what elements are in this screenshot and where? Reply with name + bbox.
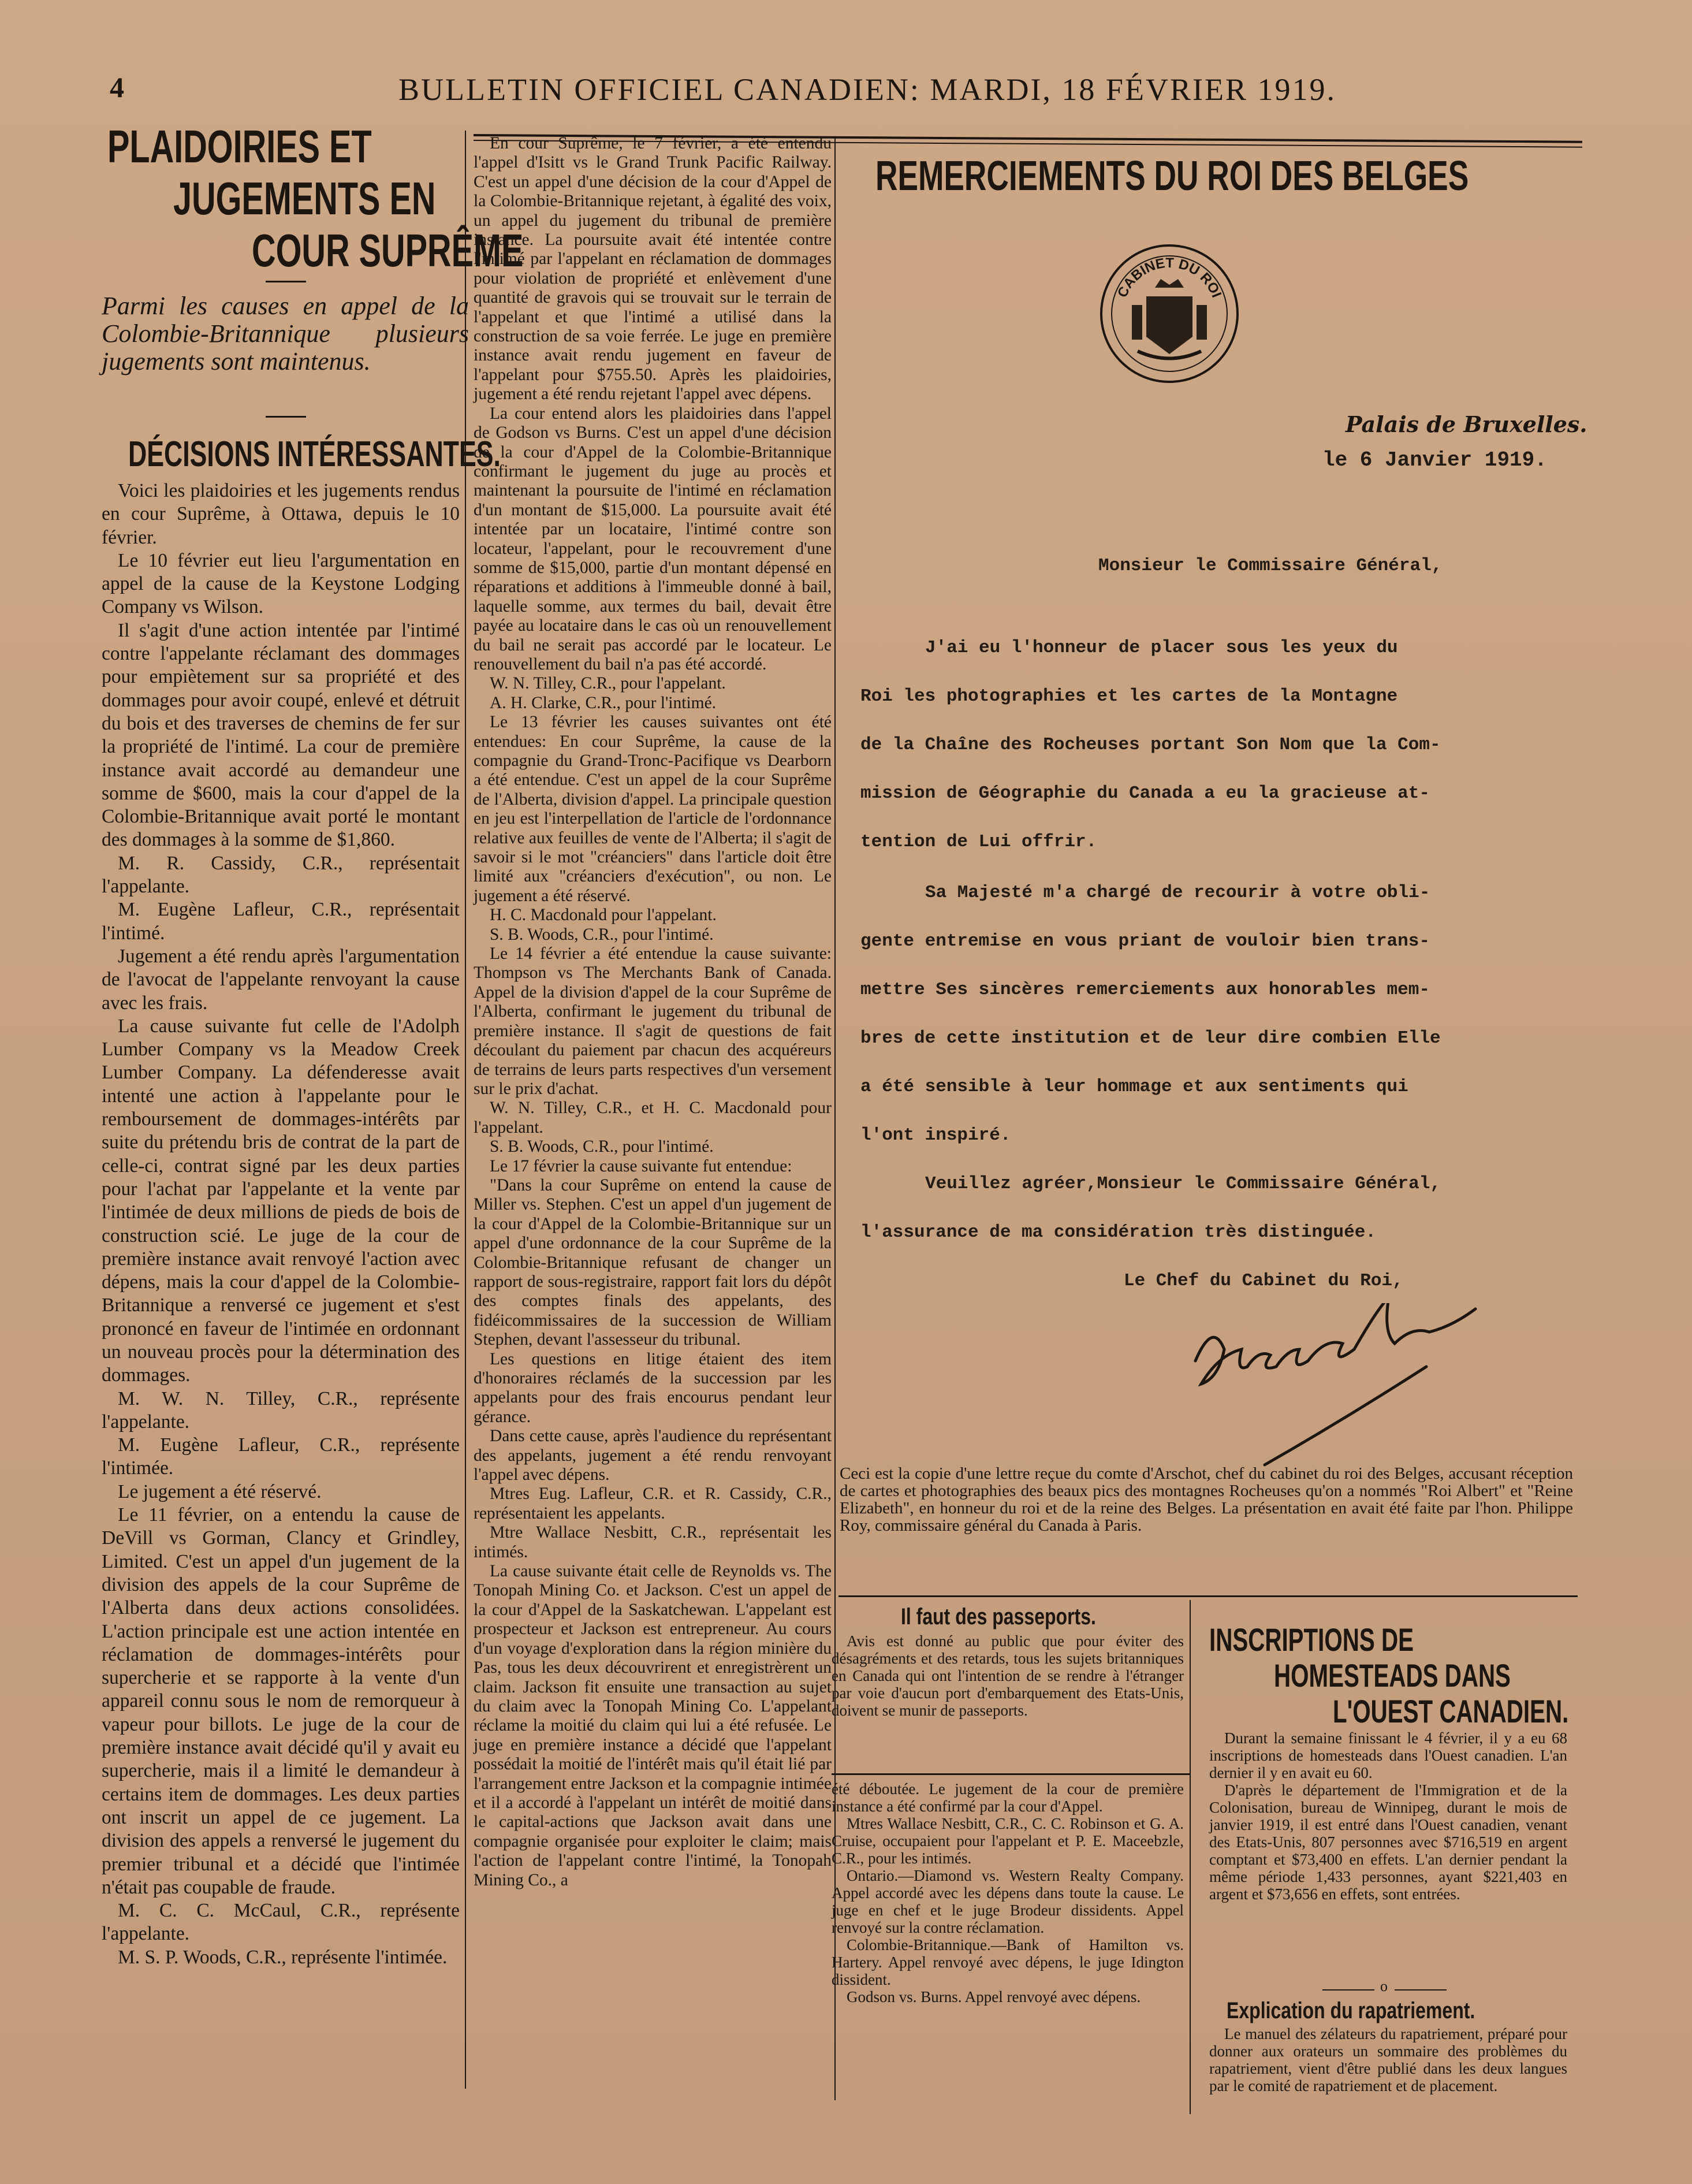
paragraph: La cause suivante fut celle de l'Adolph Lumber Company vs la Meadow Creek Lumber Company. La défenderesse avait intenté une action à l'appelante pour le remboursement de dommages-intérêts par suite du prétendu bris de contrat de la part de celle-ci, contrat signé par les deux parties pour l'achat par l'appelante et la vente par l'intimée de deux millions de pieds de bois de construction scié. Le juge de la cour de première instance avait renvoyé l'action avec dépens, mais la cour d'appel de la Colombie-Britannique a renversé ce jugement et s'est prononcé en faveur de l'intimée en ordonnant un nouveau procès pour la détermination des dommages. bbox=[102, 1015, 460, 1386]
letter-line: de la Chaîne des Rocheuses portant Son Nom que la Com- bbox=[860, 735, 1441, 755]
paragraph: Le manuel des zélateurs du rapatriement, préparé pour donner aux orateurs un sommaire des problèmes du rapatriement, vient d'être publié dans les deux langues par le comité de rapatriement et de placement. bbox=[1209, 2025, 1567, 2094]
letter-line: J'ai eu l'honneur de placer sous les yeux du bbox=[925, 638, 1398, 658]
letter-place: Palais de Bruxelles. bbox=[1346, 411, 1587, 437]
letter-line: Roi les photographies et les cartes de la Montagne bbox=[860, 686, 1398, 706]
letter-line: l'ont inspiré. bbox=[860, 1125, 1011, 1145]
paragraph: M. Eugène Lafleur, C.R., représente l'intimée. bbox=[102, 1434, 460, 1479]
caption-rule bbox=[838, 1595, 1578, 1597]
paragraph: Godson vs. Burns. Appel renvoyé avec dépens. bbox=[847, 1988, 1141, 2006]
paragraph: Dans cette cause, après l'audience du représentant des appelants, jugement a été rendu renvoyant l'appel avec dépens. bbox=[474, 1427, 832, 1484]
signature-icon bbox=[1184, 1303, 1507, 1476]
paragraph: M. R. Cassidy, C.R., représentait l'appelante. bbox=[102, 852, 460, 898]
section-separator: o bbox=[1322, 1981, 1455, 1995]
paragraph: S. B. Woods, C.R., pour l'intimé. bbox=[490, 925, 714, 944]
letter-line: a été sensible à leur hommage et aux sentiments qui bbox=[860, 1077, 1408, 1097]
paragraph: En cour Suprême, le 7 février, a été entendu l'appel d'Isitt vs le Grand Trunk Pacific Railway. C'est un appel d'une décision de la cour d'Appel de la Colombie-Britannique rejetant, à égalité des voix, un appel du jugement du tribunal de première instance. La poursuite avait été intentée contre l'intimé par l'appelant en réclamation de dommages pour violation de propriété et enlèvement d'une quantité de gravois qui se trouvait sur le terrain de l'appelant et que l'intimé a utilisé dans la construction de sa voie ferrée. Le juge en première instance avait rendu jugement en faveur de l'appelant pour $755.50. Après les plaidoiries, jugement a été rendu rejetant l'appel avec dépens. bbox=[474, 134, 832, 404]
paragraph: H. C. Macdonald pour l'appelant. bbox=[490, 906, 717, 925]
separator-dash bbox=[266, 281, 306, 282]
paragraph: M. W. N. Tilley, C.R., représente l'appelante. bbox=[102, 1387, 460, 1433]
paragraph: Ontario.—Diamond vs. Western Realty Company. Appel accordé avec les dépens dans toute la cause. Le juge en chef et le juge Brodeur dissidents. Appel renvoyé sur la contre réclamation. bbox=[832, 1867, 1184, 1936]
paragraph: Les questions en litige étaient des item d'honoraires réclamés de la succession par les appelants pour des frais encourus pendant leur gérance. bbox=[474, 1349, 832, 1426]
letter-line: mission de Géographie du Canada a eu la gracieuse at- bbox=[860, 783, 1430, 803]
letter-closing: Le Chef du Cabinet du Roi, bbox=[1124, 1271, 1403, 1291]
paragraph: Avis est donné au public que pour éviter des désagréments et des retards, tous les sujets britanniques en Canada qui ont l'intention de se rendre à l'étranger par voie d'aucun port d'embarquement des Etats-Unis, doivent se munir de passeports. bbox=[832, 1632, 1184, 1719]
paragraph: Colombie-Britannique.—Bank of Hamilton vs. Hartery. Appel renvoyé avec dépens, le juge Idington dissident. bbox=[832, 1936, 1184, 1988]
paragraph: La cause suivante était celle de Reynolds vs. The Tonopah Mining Co. et Jackson. C'est un appel de la cour d'Appel de la Saskatchewan. L'appelant est prospecteur et Jackson est entrepreneur. Au cours d'un voyage d'exploration dans la région minière du Pas, tous les deux découvrirent et enregistrèrent un claim. Jackson fit ensuite une transaction au sujet du claim avec la Tonopah Mining Co. L'appelant réclame la moitié du claim qui lui a été refusée. Le juge en première instance a décidé que l'appelant possédait la moitié de l'intérêt mais qu'il était lié par l'arrangement entre Jackson et la compagnie intimée et il a accordé à l'appelant un intérêt de moitié dans le capital-actions que Jackson avait dans une compagnie organisée pour exploiter le claim; mais l'action de l'appelant contre l'intimé, la Tonopah Mining Co., a bbox=[474, 1562, 832, 1889]
seal-text bbox=[1097, 241, 1242, 386]
headline-line-1: PLAIDOIRIES ET bbox=[107, 121, 372, 172]
paragraph: M. S. P. Woods, C.R., représente l'intimée. bbox=[118, 1946, 448, 1968]
paragraph: La cour entend alors les plaidoiries dans l'appel de Godson vs Burns. C'est un appel d'une décision de la cour d'Appel de la Colombie-Britannique confirmant le jugement du juge au procès et maintenant la poursuite de l'intimé en réclamation d'un montant de $15,000. La poursuite avait été intentée par un locataire, l'intimé contre son locateur, l'appelant, pour le recouvrement d'une somme de $15,000, partie d'un montant dépensé en réparations et additions à l'immeuble donné à bail, laquelle somme, aux termes du bail, devait être payée au locataire dans le cas où un renouvellement du bail ne serait pas accordé par le locateur. Le renouvellement du bail n'a pas été accordé. bbox=[474, 404, 832, 674]
paragraph: "Dans la cour Suprême on entend la cause de Miller vs. Stephen. C'est un appel d'un jugement de la cour d'Appel de la Colombie-Britannique sur un appel d'une ordonnance de la cour Suprême de la Colombie-Britannique refusant de changer un rapport de sous-registraire, rapport fait lors du dépôt des comptes finals des appelants, des fidéicommissaires de la succession de William Stephen, devant l'assesseur du tribunal. bbox=[474, 1175, 832, 1349]
column-rule-1 bbox=[465, 131, 466, 2089]
section-rule bbox=[832, 1773, 1190, 1775]
headline-line-3: COUR SUPRÊME bbox=[252, 225, 524, 276]
letter-line: Veuillez agréer,Monsieur le Commissaire Général, bbox=[925, 1174, 1441, 1194]
paragraph: Jugement a été rendu après l'argumentation de l'avocat de l'appelante renvoyant la cause avec les frais. bbox=[102, 945, 460, 1014]
letter-line: tention de Lui offrir. bbox=[860, 832, 1097, 852]
page-header bbox=[110, 68, 1588, 109]
letter-salutation: Monsieur le Commissaire Général, bbox=[1098, 556, 1443, 576]
paragraph: Le 10 février eut lieu l'argumentation en appel de la cause de la Keystone Lodging Company vs Wilson. bbox=[102, 549, 460, 618]
paragraph: Durant la semaine finissant le 4 février, il y a eu 68 inscriptions de homesteads dans l'Ouest canadien. L'an dernier il y en avait eu 60. bbox=[1209, 1729, 1567, 1781]
paragraph: A. H. Clarke, C.R., pour l'intimé. bbox=[490, 693, 717, 712]
paragraph: M. C. C. McCaul, C.R., représente l'appelante. bbox=[102, 1900, 460, 1945]
article-deck: Parmi les causes en appel de la Colombie-Britannique plusieurs jugements sont maintenus. bbox=[102, 292, 469, 375]
paragraph: été déboutée. Le jugement de la cour de première instance a été confirmé par la cour d'Appel. bbox=[832, 1780, 1184, 1815]
article-subhead: DÉCISIONS INTÉRESSANTES. bbox=[128, 434, 501, 474]
paragraph: M. Eugène Lafleur, C.R., représentait l'intimé. bbox=[102, 899, 460, 944]
paragraph: Le 14 février a été entendue la cause suivante: Thompson vs The Merchants Bank of Canada. Appel de la division d'appel de la cour Suprême de l'Alberta, confirmant le jugement du tribunal de première instance. Il s'agit de questions de fait découlant du paiement par chacun des acquéreurs de terrains de leurs parts respectives d'un versement sur le prix d'achat. bbox=[474, 944, 832, 1098]
paragraph: Le 17 février la cause suivante fut entendue: bbox=[490, 1156, 792, 1175]
paragraph: Mtres Wallace Nesbitt, C.R., C. C. Robinson et G. A. Cruise, occupaient pour l'appelant et P. E. Maceebzle, C.R., pour les intimés. bbox=[832, 1815, 1184, 1867]
homesteads-headline-2: HOMESTEADS DANS bbox=[1274, 1657, 1511, 1694]
paragraph: W. N. Tilley, C.R., pour l'appelant. bbox=[490, 674, 726, 693]
letter-date: le 6 Janvier 1919. bbox=[1322, 448, 1547, 472]
letter-line: l'assurance de ma considération très distinguée. bbox=[860, 1222, 1376, 1242]
letter-caption: Ceci est la copie d'une lettre reçue du comte d'Arschot, chef du cabinet du roi des Belges, accusant réception de cartes et photographies des beaux pics des montagnes Rocheuses qu'on a nommés "Roi Albert" et "Reine Elizabeth", en honneur du roi et de la reine des Belges. La présentation en avait été faite par l'hon. Philippe Roy, commissaire général du Canada à Paris. bbox=[840, 1464, 1573, 1535]
letter-line: mettre Ses sincères remerciements aux honorables mem- bbox=[860, 980, 1430, 1000]
paragraph: Le 13 février les causes suivantes ont été entendues: En cour Suprême, la cause de la compagnie du Grand-Tronc-Pacifique vs Dearborn a été entendue. C'est un appel de la cour Suprême de l'Alberta, division d'appel. La principale question en jeu est l'interpellation de l'article de l'ordonnance relative aux feuilles de vente de l'Alberta; il s'agit de savoir si le mot "créanciers" dans l'article doit être limité aux "créanciers d'exécution", ou non. Le jugement a été réservé. bbox=[474, 713, 832, 905]
homesteads-headline-3: L'OUEST CANADIEN. bbox=[1333, 1693, 1569, 1729]
paragraph: W. N. Tilley, C.R., et H. C. Macdonald pour l'appelant. bbox=[474, 1099, 832, 1137]
separator-dash bbox=[266, 416, 306, 418]
headline-line-2: JUGEMENTS EN bbox=[173, 173, 436, 224]
paragraph: Mtre Wallace Nesbitt, C.R., représentait les intimés. bbox=[474, 1523, 832, 1561]
article-column-2 bbox=[474, 134, 832, 1890]
letter-line: Sa Majesté m'a chargé de recourir à votre obli- bbox=[925, 883, 1430, 903]
letter-line: bres de cette institution et de leur dire combien Elle bbox=[860, 1028, 1441, 1048]
paragraph: Il s'agit d'une action intentée par l'intimé contre l'appelante réclamant des dommages pour empiètement sur sa propriété et des dommages pour avoir coupé, enlevé et détruit du bois et des traverses de chemins de fer sur la propriété de l'intimé. La cour de première instance avait accordé au demandeur une somme de $600, mais la cour d'appel de la Colombie-Britannique avait porté le montant des dommages à la somme de $1,860. bbox=[102, 619, 460, 851]
homesteads-headline-1: INSCRIPTIONS DE bbox=[1209, 1621, 1414, 1658]
paragraph: Le 11 février, on a entendu la cause de DeVill vs Gorman, Clancy et Grindley, Limited. C'est un appel d'un jugement de la division des appels de la cour Suprême de l'Alberta dans deux actions consolidées. L'action principale est une action intentée en réclamation de dommages-intérêts pour supercherie et se rapporte à la vente d'un appareil connu sous le nom de remorqueur à vapeur pour billots. Le juge de la cour de première instance avait décidé qu'il y avait eu supercherie, mais il a limité le demandeur à certains item de dommages. Les deux parties ont inscrit un appel de ce jugement. La division des appels a renversé le jugement du premier tribunal et a décidé que l'intimée n'était pas coupable de fraude. bbox=[102, 1504, 460, 1898]
masthead-title: BULLETIN OFFICIEL CANADIEN: MARDI, 18 FÉVRIER 1919. bbox=[398, 72, 1336, 107]
paragraph: D'après le département de l'Immigration et de la Colonisation, bureau de Winnipeg, durant le mois de janvier 1919, il est entré dans l'Ouest canadien, venant des Etats-Unis, 807 personnes avec $716,519 en argent comptant et $73,400 en effets. L'an dernier pendant la même période 1,433 personnes, ayant $221,403 en argent et $73,656 en effets, sont entrées. bbox=[1209, 1781, 1567, 1903]
homesteads-body bbox=[1209, 1729, 1567, 1903]
paragraph: Le jugement a été réservé. bbox=[118, 1480, 322, 1502]
paragraph: Voici les plaidoiries et les jugements rendus en cour Suprême, à Ottawa, depuis le 10 février. bbox=[102, 480, 460, 548]
column-rule-3 bbox=[1190, 1600, 1191, 2114]
rapatriement-body bbox=[1209, 2025, 1567, 2094]
letter-headline: REMERCIEMENTS DU ROI DES BELGES bbox=[875, 153, 1469, 199]
rapatriement-headline: Explication du rapatriement. bbox=[1227, 1998, 1475, 2023]
letter-line: gente entremise en vous priant de vouloir bien trans- bbox=[860, 931, 1430, 951]
paragraph: Mtres Eug. Lafleur, C.R. et R. Cassidy, C.R., représentaient les appelants. bbox=[474, 1484, 832, 1523]
article-column-3 bbox=[832, 1780, 1184, 2006]
page-number: 4 bbox=[110, 71, 124, 103]
passports-headline: Il faut des passeports. bbox=[901, 1604, 1096, 1629]
passports-body bbox=[832, 1632, 1184, 1719]
article-column-1 bbox=[102, 479, 460, 1969]
paragraph: S. B. Woods, C.R., pour l'intimé. bbox=[490, 1137, 714, 1156]
svg-text:CABINET DU ROI: CABINET DU ROI bbox=[1115, 255, 1225, 300]
